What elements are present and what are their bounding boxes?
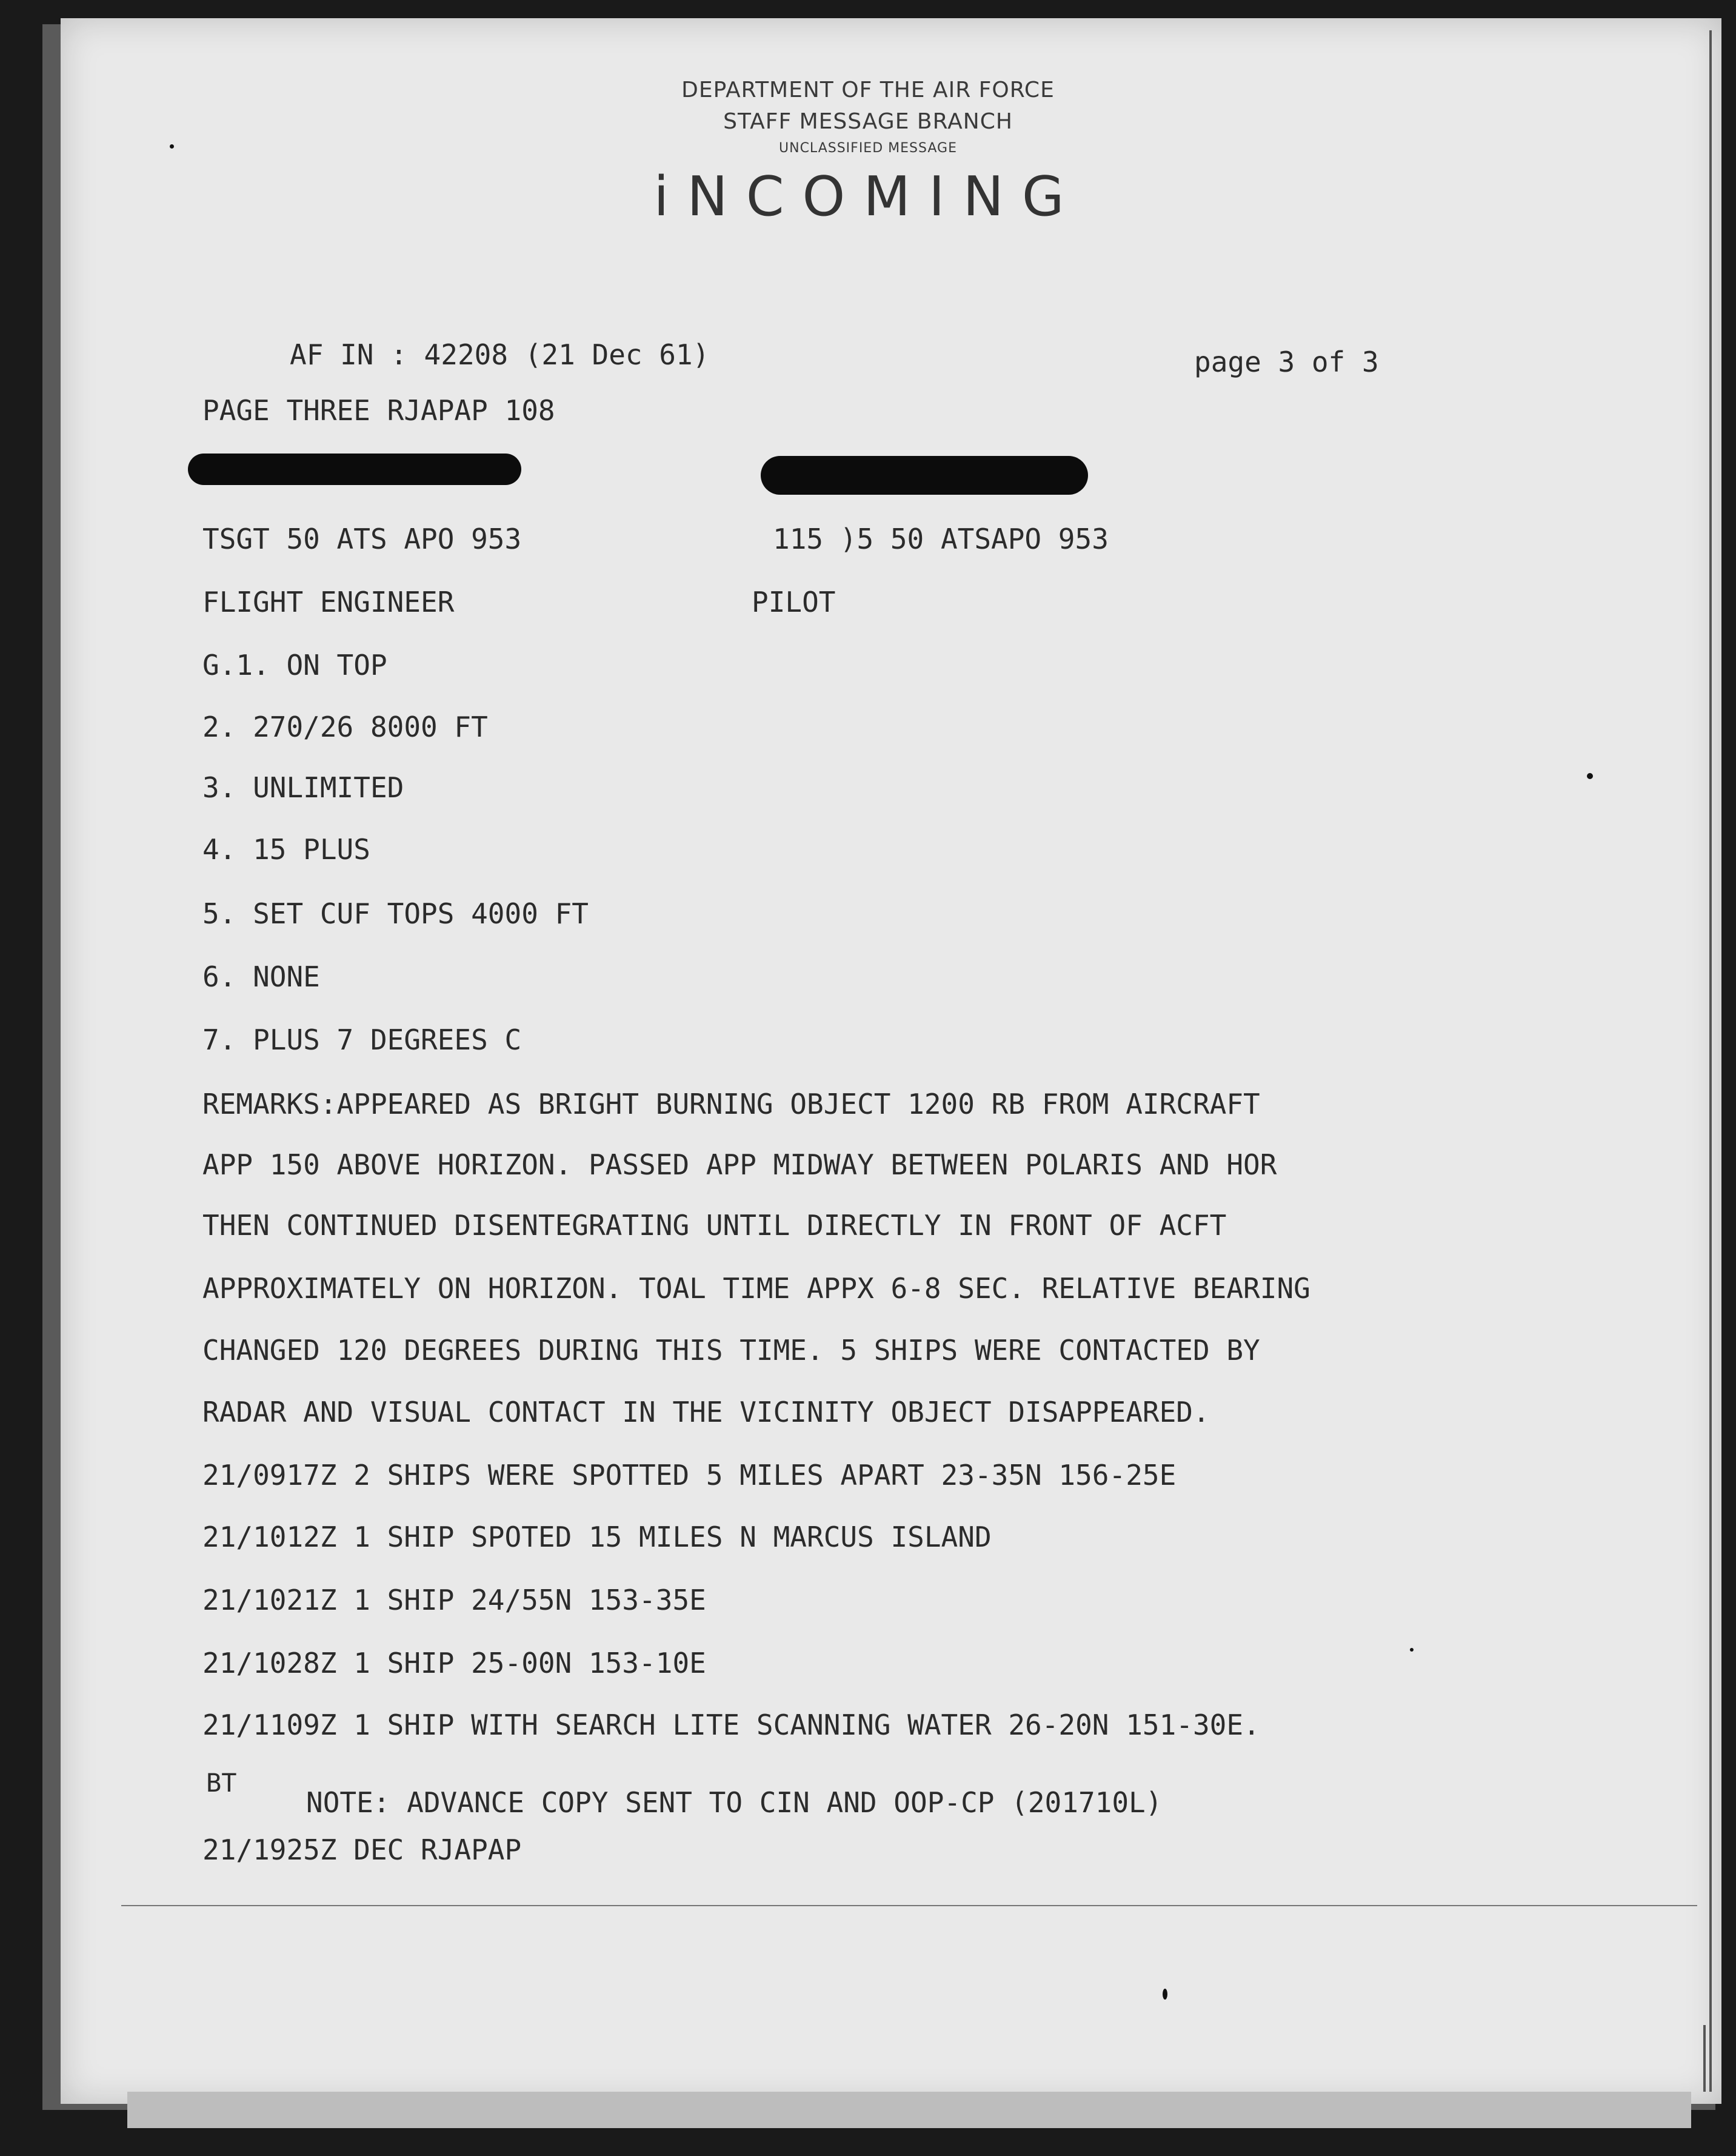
film-edge: [127, 2092, 1691, 2128]
remarks-line: REMARKS:APPEARED AS BRIGHT BURNING OBJECT 1200 RB FROM AIRCRAFT: [202, 1088, 1260, 1120]
item-line: 2. 270/26 8000 FT: [202, 711, 488, 743]
remarks-line: APP 150 ABOVE HORIZON. PASSED APP MIDWAY BETWEEN POLARIS AND HOR: [202, 1148, 1277, 1181]
footer-rule: [121, 1905, 1697, 1906]
sighting-line: 21/1021Z 1 SHIP 24/55N 153-35E: [202, 1584, 706, 1616]
break-marker: BT: [206, 1768, 237, 1798]
right-border: [1709, 30, 1712, 2092]
scan-speck: [1587, 773, 1593, 779]
item-line: 6. NONE: [202, 960, 320, 993]
page-count: page 3 of 3: [1194, 346, 1379, 378]
date-time-group: 21/1925Z DEC RJAPAP: [202, 1833, 522, 1866]
incoming-title: iNCOMING: [653, 165, 1083, 229]
sighting-line: 21/1012Z 1 SHIP SPOTED 15 MILES N MARCUS ISLAND: [202, 1521, 992, 1553]
remarks-line: CHANGED 120 DEGREES DURING THIS TIME. 5 SHIPS WERE CONTACTED BY: [202, 1334, 1260, 1367]
department-heading: DEPARTMENT OF THE AIR FORCE: [681, 78, 1055, 102]
item-line: 3. UNLIMITED: [202, 771, 404, 804]
sighting-line: 21/1109Z 1 SHIP WITH SEARCH LITE SCANNING WATER 26-20N 151-30E.: [202, 1709, 1260, 1741]
crew-left-unit: TSGT 50 ATS APO 953: [202, 523, 522, 555]
crew-right-role: PILOT: [752, 586, 836, 618]
sighting-line: 21/0917Z 2 SHIPS WERE SPOTTED 5 MILES APART 23-35N 156-25E: [202, 1459, 1177, 1491]
item-line: G.1. ON TOP: [202, 649, 387, 681]
scan-speck: [170, 144, 174, 149]
item-line: 4. 15 PLUS: [202, 833, 370, 866]
af-in-reference: AF IN : 42208 (21 Dec 61): [290, 338, 710, 371]
crew-right-unit: 115 )5 50 ATSAPO 953: [773, 523, 1109, 555]
branch-heading: STAFF MESSAGE BRANCH: [723, 109, 1013, 134]
sighting-line: 21/1028Z 1 SHIP 25-00N 153-10E: [202, 1647, 706, 1679]
remarks-line: THEN CONTINUED DISENTEGRATING UNTIL DIRECTLY IN FRONT OF ACFT: [202, 1209, 1227, 1242]
crew-left-role: FLIGHT ENGINEER: [202, 586, 455, 618]
page-header-line: PAGE THREE RJAPAP 108: [202, 394, 555, 427]
item-line: 7. PLUS 7 DEGREES C: [202, 1023, 522, 1056]
redaction-bar: [761, 456, 1088, 495]
remarks-line: APPROXIMATELY ON HORIZON. TOAL TIME APPX 6-8 SEC. RELATIVE BEARING: [202, 1272, 1310, 1305]
right-border-inner: [1703, 2025, 1706, 2092]
scan-speck: [1410, 1648, 1414, 1652]
scan-speck: [1163, 1989, 1167, 2000]
remarks-line: RADAR AND VISUAL CONTACT IN THE VICINITY OBJECT DISAPPEARED.: [202, 1396, 1210, 1428]
redaction-bar: [188, 454, 521, 485]
classification-label: UNCLASSIFIED MESSAGE: [779, 141, 957, 156]
item-line: 5. SET CUF TOPS 4000 FT: [202, 897, 589, 930]
distribution-note: NOTE: ADVANCE COPY SENT TO CIN AND OOP-CP (201710L): [306, 1786, 1163, 1819]
